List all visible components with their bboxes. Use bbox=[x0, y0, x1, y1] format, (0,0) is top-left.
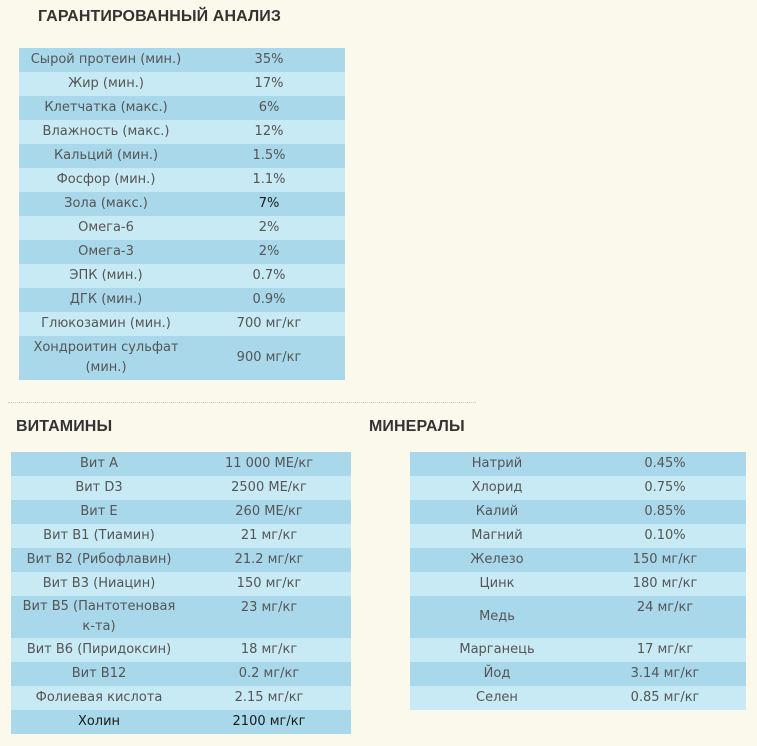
table-row bbox=[19, 336, 345, 380]
minerals-table bbox=[410, 452, 746, 710]
nutrient-name: Зола (макс.) bbox=[19, 192, 193, 216]
nutrient-value: 0.7% bbox=[193, 264, 345, 288]
nutrient-name: Медь bbox=[410, 596, 584, 638]
table-row bbox=[11, 452, 351, 476]
nutrient-value: 21.2 мг/кг bbox=[187, 548, 351, 572]
nutrient-value: 18 мг/кг bbox=[187, 638, 351, 662]
nutrient-name: ЭПК (мин.) bbox=[19, 264, 193, 288]
nutrient-name: Вит B6 (Пиридоксин) bbox=[11, 638, 187, 662]
table-row bbox=[410, 686, 746, 710]
nutrient-name: Глюкозамин (мин.) bbox=[19, 312, 193, 336]
nutrient-name: Жир (мин.) bbox=[19, 72, 193, 96]
nutrient-value: 23 мг/кг bbox=[187, 596, 351, 638]
nutrient-name: Омега-3 bbox=[19, 240, 193, 264]
nutrient-value: 17% bbox=[193, 72, 345, 96]
table-row bbox=[19, 144, 345, 168]
nutrient-value: 0.2 мг/кг bbox=[187, 662, 351, 686]
nutrient-value: 260 МЕ/кг bbox=[187, 500, 351, 524]
vitamins-heading: ВИТАМИНЫ bbox=[16, 418, 113, 435]
table-row bbox=[11, 476, 351, 500]
table-row bbox=[19, 72, 345, 96]
table-row bbox=[19, 192, 345, 216]
vitamins-table bbox=[11, 452, 351, 734]
nutrient-value: 3.14 мг/кг bbox=[584, 662, 746, 686]
nutrient-name: Фосфор (мин.) bbox=[19, 168, 193, 192]
nutrient-value: 21 мг/кг bbox=[187, 524, 351, 548]
nutrient-value: 2100 мг/кг bbox=[187, 710, 351, 734]
nutrient-name: Хондроитин сульфат (мин.) bbox=[19, 336, 193, 380]
table-row bbox=[410, 524, 746, 548]
nutrient-name: Марганець bbox=[410, 638, 584, 662]
nutrient-name: Вит B5 (Пантотеновая к-та) bbox=[11, 596, 187, 638]
nutrient-value: 150 мг/кг bbox=[187, 572, 351, 596]
nutrient-value: 35% bbox=[193, 48, 345, 72]
table-row bbox=[19, 216, 345, 240]
nutrient-name: Вит D3 bbox=[11, 476, 187, 500]
table-row bbox=[19, 120, 345, 144]
nutrient-value: 1.1% bbox=[193, 168, 345, 192]
table-row bbox=[19, 168, 345, 192]
table-row bbox=[410, 500, 746, 524]
minerals-heading: МИНЕРАЛЫ bbox=[369, 418, 465, 435]
nutrient-name: Вит A bbox=[11, 452, 187, 476]
nutrient-value: 12% bbox=[193, 120, 345, 144]
nutrient-name: Клетчатка (макс.) bbox=[19, 96, 193, 120]
nutrient-value: 2500 МЕ/кг bbox=[187, 476, 351, 500]
table-row bbox=[410, 638, 746, 662]
nutrient-value: 0.85% bbox=[584, 500, 746, 524]
table-row bbox=[410, 476, 746, 500]
nutrient-name: Холин bbox=[11, 710, 187, 734]
nutrient-value: 11 000 МЕ/кг bbox=[187, 452, 351, 476]
nutrient-name: Железо bbox=[410, 548, 584, 572]
table-row bbox=[410, 662, 746, 686]
nutrient-name: Вит E bbox=[11, 500, 187, 524]
table-row bbox=[11, 596, 351, 638]
nutrient-name: Магний bbox=[410, 524, 584, 548]
nutrient-value: 0.9% bbox=[193, 288, 345, 312]
nutrient-value: 17 мг/кг bbox=[584, 638, 746, 662]
nutrient-value: 180 мг/кг bbox=[584, 572, 746, 596]
nutrient-name: Вит B2 (Рибофлавин) bbox=[11, 548, 187, 572]
table-row bbox=[410, 596, 746, 638]
nutrient-name: Йод bbox=[410, 662, 584, 686]
nutrient-name: ДГК (мин.) bbox=[19, 288, 193, 312]
nutrient-name: Фолиевая кислота bbox=[11, 686, 187, 710]
table-row bbox=[11, 548, 351, 572]
nutrient-name: Натрий bbox=[410, 452, 584, 476]
table-row bbox=[19, 48, 345, 72]
nutrient-value: 1.5% bbox=[193, 144, 345, 168]
table-row bbox=[11, 524, 351, 548]
table-row bbox=[19, 264, 345, 288]
table-row bbox=[19, 288, 345, 312]
nutrient-name: Влажность (макс.) bbox=[19, 120, 193, 144]
nutrient-value: 2% bbox=[193, 240, 345, 264]
nutrient-value: 150 мг/кг bbox=[584, 548, 746, 572]
nutrient-name: Омега-6 bbox=[19, 216, 193, 240]
table-row bbox=[410, 572, 746, 596]
nutrient-name: Селен bbox=[410, 686, 584, 710]
table-row bbox=[11, 638, 351, 662]
nutrient-value: 7% bbox=[193, 192, 345, 216]
nutrient-name: Сырой протеин (мин.) bbox=[19, 48, 193, 72]
nutrient-value: 0.45% bbox=[584, 452, 746, 476]
table-row bbox=[19, 312, 345, 336]
nutrient-value: 0.10% bbox=[584, 524, 746, 548]
nutrient-value: 0.75% bbox=[584, 476, 746, 500]
table-row bbox=[11, 686, 351, 710]
table-row bbox=[410, 452, 746, 476]
nutrient-name: Цинк bbox=[410, 572, 584, 596]
nutrient-name: Вит B3 (Ниацин) bbox=[11, 572, 187, 596]
nutrient-value: 900 мг/кг bbox=[193, 336, 345, 380]
nutrient-name: Калий bbox=[410, 500, 584, 524]
table-row bbox=[19, 96, 345, 120]
nutrient-value: 0.85 мг/кг bbox=[584, 686, 746, 710]
nutrient-value: 24 мг/кг bbox=[584, 596, 746, 638]
nutrient-name: Вит B12 bbox=[11, 662, 187, 686]
nutrient-name: Кальций (мин.) bbox=[19, 144, 193, 168]
table-row bbox=[19, 240, 345, 264]
nutrient-value: 6% bbox=[193, 96, 345, 120]
nutrient-value: 2.15 мг/кг bbox=[187, 686, 351, 710]
nutrient-name: Вит B1 (Тиамин) bbox=[11, 524, 187, 548]
nutrient-value: 700 мг/кг bbox=[193, 312, 345, 336]
table-row bbox=[11, 572, 351, 596]
table-row bbox=[11, 500, 351, 524]
table-row bbox=[11, 662, 351, 686]
nutrient-value: 2% bbox=[193, 216, 345, 240]
table-row bbox=[410, 548, 746, 572]
table-row bbox=[11, 710, 351, 734]
nutrient-name: Хлорид bbox=[410, 476, 584, 500]
section-divider bbox=[8, 402, 476, 403]
analysis-heading: ГАРАНТИРОВАННЫЙ АНАЛИЗ bbox=[38, 8, 282, 25]
analysis-table bbox=[19, 48, 345, 380]
